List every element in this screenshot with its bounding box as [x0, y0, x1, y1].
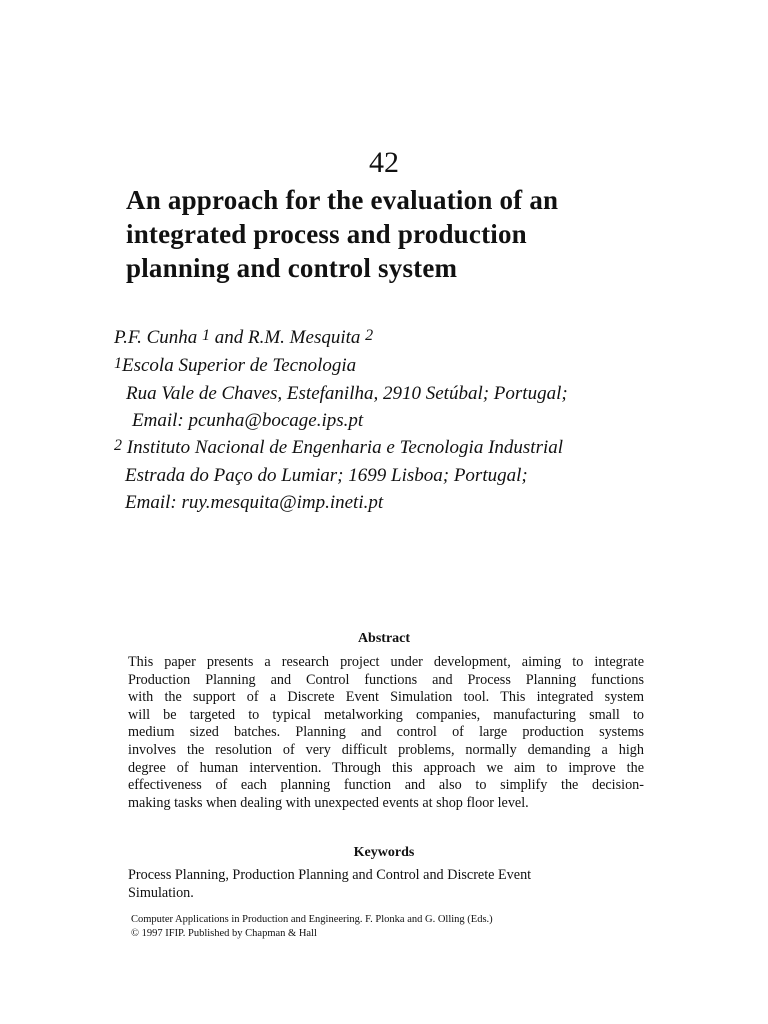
- affiliation-2-superscript: 2: [114, 437, 122, 454]
- author-connector: and: [214, 327, 244, 348]
- keywords-heading: Keywords: [353, 845, 415, 860]
- abstract-line: effectiveness of each planning function and also to simplify the decision-: [128, 777, 644, 794]
- affiliation-2-address: Estrada do Paço do Lumiar; 1699 Lisboa; Portugal;: [125, 465, 528, 486]
- abstract-line: will be targeted to typical metalworking companies, manufacturing small to: [128, 706, 644, 723]
- affiliation-1-institution: Escola Superior de Tecnologia: [122, 355, 357, 376]
- author-2-superscript: 2: [365, 327, 374, 344]
- affiliation-1-address: Rua Vale de Chaves, Estefanilha, 2910 Setúbal; Portugal;: [126, 383, 568, 404]
- author-1-name: P.F. Cunha: [114, 327, 198, 348]
- abstract-line: involves the resolution of very difficult problems, normally demanding a high: [128, 741, 644, 758]
- chapter-number: 42: [369, 146, 399, 179]
- affiliation-2-institution-line: [114, 434, 734, 462]
- abstract-line: medium sized batches. Planning and control of large production systems: [128, 724, 644, 741]
- affiliation-1-institution-line: [114, 352, 734, 380]
- author-2-name: R.M. Mesquita: [248, 327, 361, 348]
- abstract-heading: Abstract: [357, 631, 411, 646]
- title-line: planning and control system: [126, 253, 458, 283]
- keywords-body: [128, 866, 648, 902]
- abstract-line: making tasks when dealing with unexpected events at shop floor level.: [128, 794, 529, 811]
- footer-copyright: © 1997 IFIP. Published by Chapman & Hall: [131, 928, 317, 939]
- publication-footer: [131, 913, 651, 941]
- abstract-line: with the support of a Discrete Event Simulation tool. This integrated system: [128, 689, 644, 706]
- abstract-line: This paper presents a research project under development, aiming to integrate: [128, 654, 644, 670]
- title-line: An approach for the evaluation of an: [126, 185, 559, 215]
- abstract-body: [128, 654, 644, 812]
- title-line: integrated process and production: [126, 219, 527, 249]
- affiliation-2-email: Email: ruy.mesquita@imp.ineti.pt: [125, 492, 384, 513]
- paper-title: [126, 183, 686, 285]
- author-block: [114, 324, 734, 516]
- affiliation-2-institution: Instituto Nacional de Engenharia e Tecnologia Industrial: [126, 437, 564, 458]
- affiliation-1-superscript: 1: [114, 355, 122, 372]
- keywords-line: Simulation.: [128, 885, 194, 901]
- author-line: [114, 324, 734, 352]
- abstract-line: degree of human intervention. Through this approach we aim to improve the: [128, 759, 644, 776]
- abstract-line: Production Planning and Control functions and Process Planning functions: [128, 671, 644, 688]
- keywords-line: Process Planning, Production Planning and Control and Discrete Event: [128, 867, 532, 883]
- author-1-superscript: 1: [202, 327, 210, 344]
- footer-book-info: Computer Applications in Production and Engineering. F. Plonka and G. Olling (Eds.): [131, 914, 493, 925]
- affiliation-1-email: Email: pcunha@bocage.ips.pt: [132, 410, 364, 431]
